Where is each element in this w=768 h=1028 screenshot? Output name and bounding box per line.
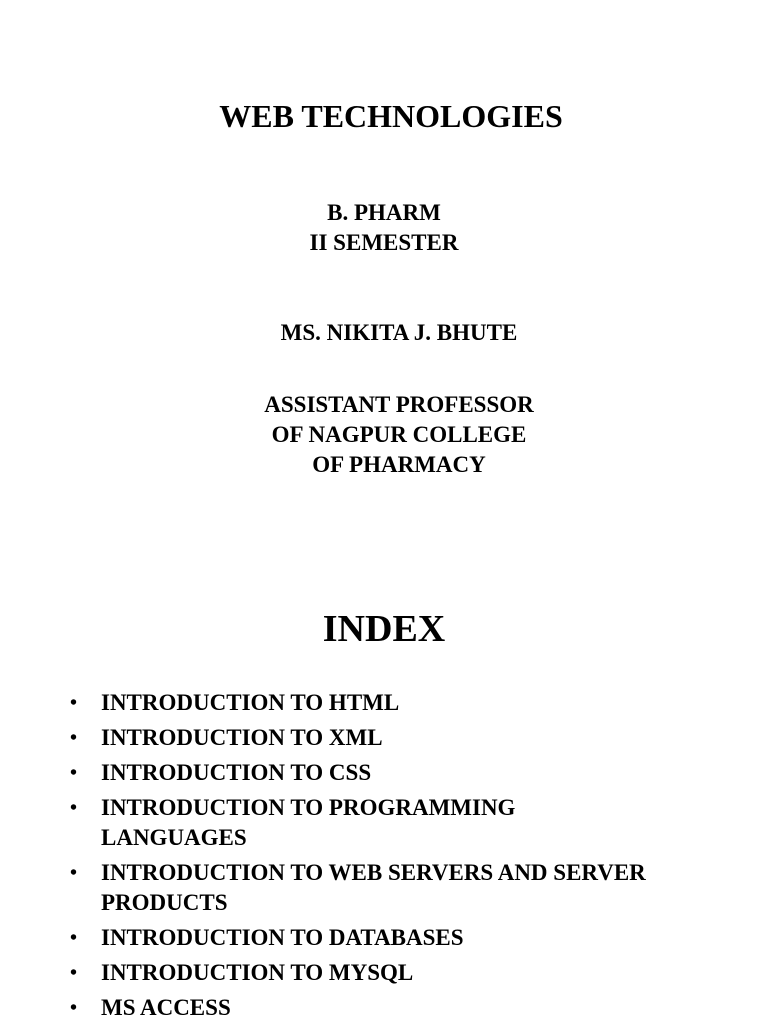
bullet-icon: • xyxy=(70,962,78,984)
affiliation-line: ASSISTANT PROFESSOR xyxy=(264,392,534,417)
index-item xyxy=(70,923,730,953)
bullet-icon: • xyxy=(70,927,78,949)
index-item xyxy=(70,858,730,918)
index-item-text: INTRODUCTION TO PROGRAMMING xyxy=(101,795,516,820)
index-slide xyxy=(0,560,768,1024)
index-item xyxy=(70,688,730,718)
author-name-text: MS. NIKITA J. BHUTE xyxy=(280,320,518,345)
index-item xyxy=(70,793,730,853)
index-item xyxy=(70,993,730,1023)
index-item-text: INTRODUCTION TO HTML xyxy=(101,690,400,715)
index-item xyxy=(70,958,730,988)
affiliation-line: OF NAGPUR COLLEGE xyxy=(271,422,527,447)
index-item-text: INTRODUCTION TO MYSQL xyxy=(101,960,414,985)
index-item-text: INTRODUCTION TO CSS xyxy=(101,760,372,785)
course-info xyxy=(0,198,768,258)
index-item-text: INTRODUCTION TO WEB SERVERS AND SERVER xyxy=(101,860,646,885)
document-title: WEB TECHNOLOGIES xyxy=(219,98,563,134)
bullet-icon: • xyxy=(70,692,78,714)
index-item-text: INTRODUCTION TO XML xyxy=(101,725,383,750)
bullet-icon: • xyxy=(70,862,78,884)
bullet-icon: • xyxy=(70,727,78,749)
index-item-text: MS ACCESS xyxy=(101,995,231,1020)
bullet-icon: • xyxy=(70,762,78,784)
index-item-text-continued: LANGUAGES xyxy=(101,825,247,850)
author-name xyxy=(0,318,768,348)
index-item xyxy=(70,723,730,753)
bullet-icon: • xyxy=(70,797,78,819)
index-item xyxy=(70,758,730,788)
course-semester: II SEMESTER xyxy=(309,230,459,255)
course-program: B. PHARM xyxy=(327,200,441,225)
bullet-icon: • xyxy=(70,997,78,1019)
affiliation-line: OF PHARMACY xyxy=(312,452,486,477)
index-list xyxy=(70,688,730,1028)
index-item-text-continued: PRODUCTS xyxy=(101,890,228,915)
author-affiliation xyxy=(0,390,768,480)
index-title: INDEX xyxy=(322,608,446,650)
index-item-text: INTRODUCTION TO DATABASES xyxy=(101,925,464,950)
